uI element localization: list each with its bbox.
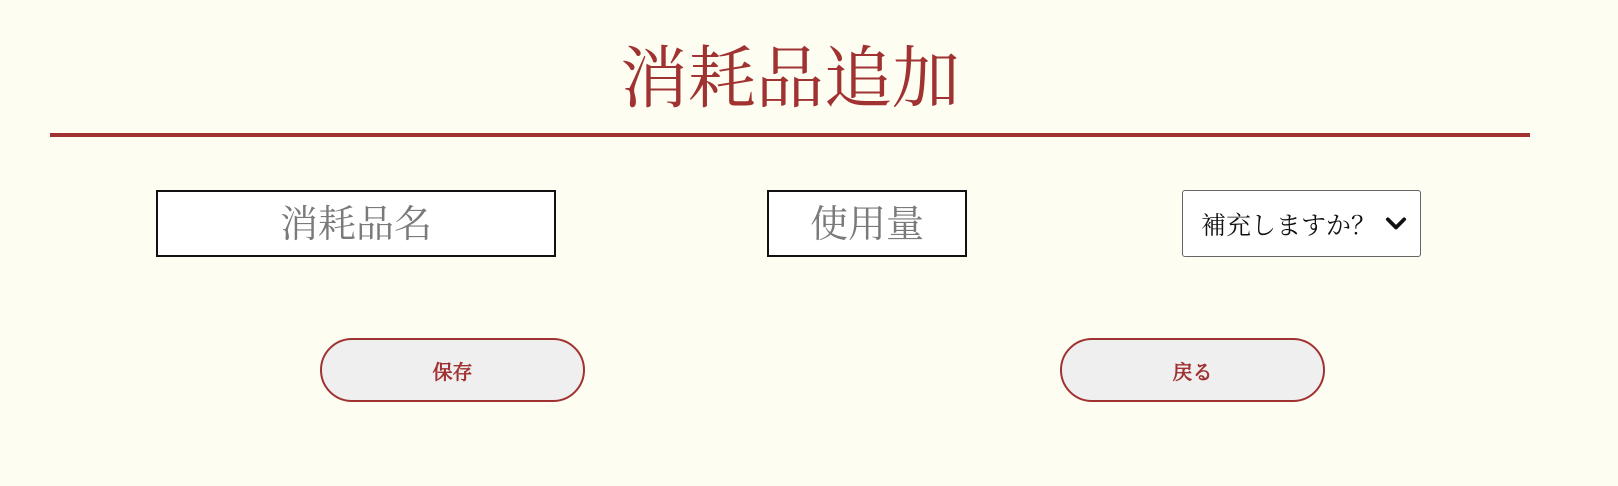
chevron-down-icon xyxy=(1382,210,1410,238)
usage-quantity-input[interactable] xyxy=(767,190,967,257)
save-button[interactable]: 保存 xyxy=(320,338,585,402)
replenish-select-value: 補充しますか？ xyxy=(1201,210,1377,240)
consumable-name-input[interactable] xyxy=(156,190,556,257)
page-title: 消耗品追加 xyxy=(619,40,960,119)
replenish-select[interactable] xyxy=(1182,190,1421,257)
back-button[interactable]: 戻る xyxy=(1060,338,1325,402)
title-divider xyxy=(50,133,1530,137)
